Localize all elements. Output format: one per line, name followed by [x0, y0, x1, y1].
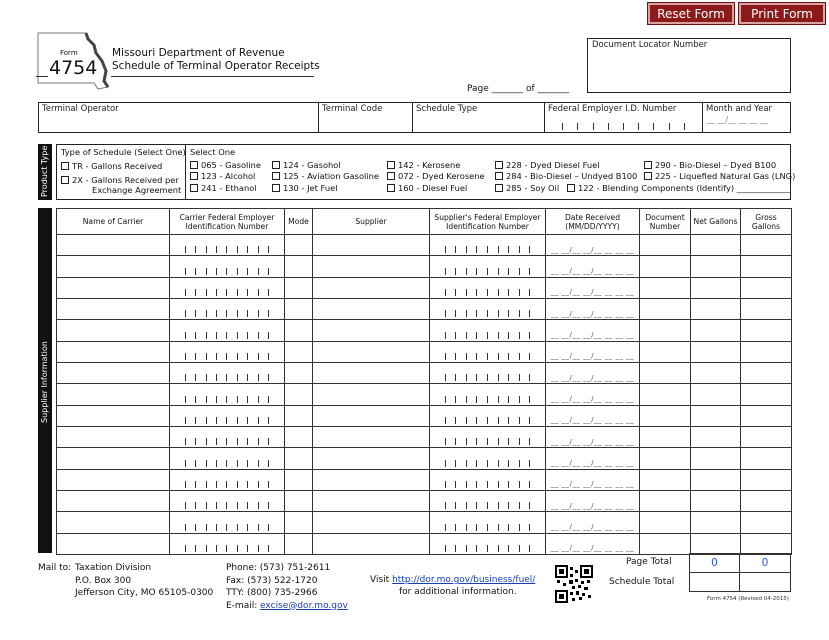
- gross-gallons-cell[interactable]: [741, 469, 792, 490]
- product-checkbox[interactable]: [387, 161, 395, 169]
- net-gallons-cell[interactable]: [691, 363, 741, 384]
- form-underline: [36, 76, 48, 77]
- col-date-received: Date Received (MM/DD/YYYY): [546, 209, 640, 235]
- carrier-fein-cell[interactable]: [170, 363, 285, 384]
- document-number-cell[interactable]: [640, 235, 691, 256]
- fein-digit-ticks: [430, 406, 545, 426]
- page-total-net-gallons[interactable]: 0: [689, 553, 740, 573]
- supplier-fein-cell[interactable]: [430, 448, 546, 469]
- address-line: P.O. Box 300: [75, 575, 132, 586]
- mode-cell[interactable]: [285, 277, 313, 298]
- product-checkbox[interactable]: [272, 161, 280, 169]
- fein-digit-ticks: [430, 534, 545, 554]
- product-checkbox[interactable]: [495, 184, 503, 192]
- document-number-cell[interactable]: [640, 448, 691, 469]
- schedule-total-label: Schedule Total: [609, 577, 675, 587]
- date-placeholder: __ __/__ __/__ __ __ __: [550, 416, 635, 425]
- mode-cell[interactable]: [285, 384, 313, 405]
- fein-digit-ticks: [170, 363, 284, 383]
- product-option[interactable]: 290 - Bio-Diesel – Dyed B100: [644, 160, 776, 170]
- date-placeholder: __ __/__ __/__ __ __ __: [550, 501, 635, 510]
- fein-digit-ticks: [170, 320, 284, 340]
- product-checkbox[interactable]: [495, 172, 503, 180]
- supplier-fein-cell[interactable]: [430, 299, 546, 320]
- net-gallons-cell[interactable]: [691, 533, 741, 554]
- gross-gallons-cell[interactable]: [741, 384, 792, 405]
- gross-gallons-cell[interactable]: [741, 299, 792, 320]
- date-placeholder: __ __/__ __/__ __ __ __: [550, 544, 635, 553]
- date-received-cell[interactable]: [546, 363, 640, 384]
- col-supplier: Supplier: [313, 209, 430, 235]
- supplier-cell[interactable]: [313, 363, 430, 384]
- carrier-name-cell[interactable]: [57, 491, 170, 512]
- product-option[interactable]: 122 - Blending Components (Identify) _____________: [567, 183, 791, 193]
- fein-digit-ticks: [430, 278, 545, 298]
- supplier-cell[interactable]: [313, 469, 430, 490]
- date-received-cell[interactable]: [546, 256, 640, 277]
- fein-digit-ticks: [430, 427, 545, 447]
- supplier-cell[interactable]: [313, 277, 430, 298]
- col-mode: Mode: [285, 209, 313, 235]
- carrier-name-cell[interactable]: [57, 384, 170, 405]
- terminal-operator-field[interactable]: [38, 102, 319, 133]
- qr-code-icon: [555, 565, 593, 603]
- date-received-cell[interactable]: [546, 533, 640, 554]
- supplier-cell[interactable]: [313, 341, 430, 362]
- carrier-fein-cell[interactable]: [170, 341, 285, 362]
- title-underline: [111, 76, 314, 77]
- supplier-fein-cell[interactable]: [430, 512, 546, 533]
- address-line: Taxation Division: [75, 563, 152, 573]
- mode-cell[interactable]: [285, 256, 313, 277]
- net-gallons-cell[interactable]: [691, 427, 741, 448]
- supplier-fein-cell[interactable]: [430, 405, 546, 426]
- tty: TTY: (800) 735-2966: [226, 588, 318, 598]
- product-checkbox[interactable]: [567, 184, 575, 192]
- supplier-fein-cell[interactable]: [430, 469, 546, 490]
- fein-digit-ticks: [430, 491, 545, 511]
- supplier-row: [57, 512, 792, 533]
- mode-cell[interactable]: [285, 299, 313, 320]
- schedule-2x-option[interactable]: 2X - Gallons Received per: [61, 175, 179, 185]
- date-received-cell[interactable]: [546, 320, 640, 341]
- carrier-fein-cell[interactable]: [170, 405, 285, 426]
- carrier-fein-cell[interactable]: [170, 427, 285, 448]
- date-received-cell[interactable]: [546, 384, 640, 405]
- supplier-cell[interactable]: [313, 427, 430, 448]
- date-received-cell[interactable]: [546, 299, 640, 320]
- form-title: Schedule of Terminal Operator Receipts: [112, 60, 320, 72]
- supplier-fein-cell[interactable]: [430, 320, 546, 341]
- carrier-fein-cell[interactable]: [170, 256, 285, 277]
- col-net-gallons: Net Gallons: [691, 209, 741, 235]
- supplier-table: [56, 208, 792, 555]
- mode-cell[interactable]: [285, 320, 313, 341]
- mailing-address: [75, 562, 213, 600]
- carrier-name-cell[interactable]: [57, 512, 170, 533]
- mode-cell[interactable]: [285, 427, 313, 448]
- gross-gallons-cell[interactable]: [741, 256, 792, 277]
- product-option[interactable]: 065 - Gasoline: [190, 160, 261, 170]
- fein-digit-ticks: [170, 235, 284, 255]
- select-one-heading: Select One: [190, 147, 236, 157]
- fein-digit-ticks: [430, 235, 545, 255]
- document-number-cell[interactable]: [640, 512, 691, 533]
- product-checkbox[interactable]: [644, 161, 652, 169]
- supplier-fein-cell[interactable]: [430, 363, 546, 384]
- carrier-fein-cell[interactable]: [170, 469, 285, 490]
- visit-line: Visit http://dor.mo.gov/business/fuel/: [370, 575, 536, 585]
- supplier-row: [57, 341, 792, 362]
- gross-gallons-cell[interactable]: [741, 320, 792, 341]
- product-option[interactable]: 285 - Soy Oil: [495, 183, 559, 193]
- supplier-information-side-label: Supplier Information: [38, 208, 52, 553]
- gross-gallons-cell[interactable]: [741, 448, 792, 469]
- net-gallons-cell[interactable]: [691, 405, 741, 426]
- mode-cell[interactable]: [285, 469, 313, 490]
- schedule-total-net-gallons[interactable]: [689, 572, 740, 592]
- net-gallons-cell[interactable]: [691, 384, 741, 405]
- mode-cell[interactable]: [285, 512, 313, 533]
- document-number-cell[interactable]: [640, 341, 691, 362]
- document-number-cell[interactable]: [640, 405, 691, 426]
- supplier-cell[interactable]: [313, 491, 430, 512]
- document-number-cell[interactable]: [640, 469, 691, 490]
- col-gross-gallons: Gross Gallons: [741, 209, 792, 235]
- carrier-name-cell[interactable]: [57, 277, 170, 298]
- carrier-name-cell[interactable]: [57, 363, 170, 384]
- product-option[interactable]: 225 - Liquefied Natural Gas (LNG): [644, 171, 795, 181]
- schedule-2x-checkbox[interactable]: [61, 176, 69, 184]
- terminal-operator-label: Terminal Operator: [42, 104, 119, 114]
- fein-digit-ticks: [170, 256, 284, 276]
- supplier-cell[interactable]: [313, 533, 430, 554]
- product-checkbox[interactable]: [495, 161, 503, 169]
- net-gallons-cell[interactable]: [691, 277, 741, 298]
- terminal-code-field[interactable]: [318, 102, 413, 133]
- product-checkbox[interactable]: [272, 184, 280, 192]
- document-number-cell[interactable]: [640, 277, 691, 298]
- product-checkbox[interactable]: [190, 172, 198, 180]
- supplier-row: [57, 384, 792, 405]
- date-received-cell[interactable]: [546, 512, 640, 533]
- product-option[interactable]: 241 - Ethanol: [190, 183, 257, 193]
- fein-digit-ticks: [430, 470, 545, 490]
- supplier-fein-cell[interactable]: [430, 533, 546, 554]
- phone: Phone: (573) 751-2611: [226, 563, 331, 573]
- net-gallons-cell[interactable]: [691, 491, 741, 512]
- carrier-fein-cell[interactable]: [170, 384, 285, 405]
- contact-info: [226, 562, 348, 612]
- carrier-fein-cell[interactable]: [170, 277, 285, 298]
- page-of-field[interactable]: Page _______ of _______: [467, 84, 570, 94]
- product-option[interactable]: 160 - Diesel Fuel: [387, 183, 467, 193]
- date-received-cell[interactable]: [546, 277, 640, 298]
- date-received-cell[interactable]: [546, 341, 640, 362]
- net-gallons-cell[interactable]: [691, 299, 741, 320]
- document-number-cell[interactable]: [640, 491, 691, 512]
- carrier-name-cell[interactable]: [57, 405, 170, 426]
- date-received-cell[interactable]: [546, 235, 640, 256]
- carrier-name-cell[interactable]: [57, 469, 170, 490]
- col-carrier-fein: Carrier Federal Employer Identification Number: [170, 209, 285, 235]
- date-placeholder: __ __/__ __/__ __ __ __: [550, 373, 635, 382]
- supplier-fein-cell[interactable]: [430, 427, 546, 448]
- supplier-fein-cell[interactable]: [430, 491, 546, 512]
- supplier-row: [57, 405, 792, 426]
- page-total-gross-gallons[interactable]: 0: [739, 553, 791, 573]
- date-placeholder: __ __/__ __/__ __ __ __: [550, 288, 635, 297]
- carrier-name-cell[interactable]: [57, 533, 170, 554]
- carrier-fein-cell[interactable]: [170, 491, 285, 512]
- carrier-fein-cell[interactable]: [170, 448, 285, 469]
- product-option[interactable]: 123 - Alcohol: [190, 171, 255, 181]
- mode-cell[interactable]: [285, 235, 313, 256]
- net-gallons-cell[interactable]: [691, 256, 741, 277]
- fein-digit-ticks: [170, 491, 284, 511]
- date-placeholder: __ __/__ __/__ __ __ __: [550, 245, 635, 254]
- product-checkbox[interactable]: [387, 184, 395, 192]
- carrier-name-cell[interactable]: [57, 448, 170, 469]
- schedule-tr-option[interactable]: TR - Gallons Received: [61, 161, 162, 171]
- mode-cell[interactable]: [285, 448, 313, 469]
- net-gallons-cell[interactable]: [691, 235, 741, 256]
- supplier-cell[interactable]: [313, 320, 430, 341]
- fein-digit-ticks: [430, 384, 545, 404]
- product-option[interactable]: 072 - Dyed Kerosene: [387, 171, 485, 181]
- fein-field[interactable]: [544, 102, 703, 133]
- carrier-name-cell[interactable]: [57, 256, 170, 277]
- fein-digit-ticks: [170, 427, 284, 447]
- fein-digit-ticks: [170, 534, 284, 554]
- fein-digit-ticks: [430, 512, 545, 532]
- supplier-row: [57, 277, 792, 298]
- net-gallons-cell[interactable]: [691, 448, 741, 469]
- supplier-cell[interactable]: [313, 256, 430, 277]
- form-number: 4754: [49, 57, 98, 79]
- document-number-cell[interactable]: [640, 256, 691, 277]
- print-form-button[interactable]: Print Form: [739, 3, 825, 24]
- mode-cell[interactable]: [285, 341, 313, 362]
- gross-gallons-cell[interactable]: [741, 491, 792, 512]
- fein-digit-ticks: [170, 384, 284, 404]
- supplier-row: [57, 469, 792, 490]
- carrier-name-cell[interactable]: [57, 299, 170, 320]
- carrier-fein-cell[interactable]: [170, 533, 285, 554]
- gross-gallons-cell[interactable]: [741, 405, 792, 426]
- supplier-fein-cell[interactable]: [430, 277, 546, 298]
- net-gallons-cell[interactable]: [691, 341, 741, 362]
- carrier-name-cell[interactable]: [57, 320, 170, 341]
- mode-cell[interactable]: [285, 405, 313, 426]
- email-link[interactable]: excise@dor.mo.gov: [260, 600, 348, 611]
- net-gallons-cell[interactable]: [691, 469, 741, 490]
- gross-gallons-cell[interactable]: [741, 427, 792, 448]
- date-received-cell[interactable]: [546, 491, 640, 512]
- supplier-row: [57, 427, 792, 448]
- schedule-type-label: Schedule Type: [416, 104, 478, 114]
- fein-digit-ticks: [170, 278, 284, 298]
- gross-gallons-cell[interactable]: [741, 341, 792, 362]
- product-option[interactable]: 130 - Jet Fuel: [272, 183, 338, 193]
- fein-digit-ticks: [430, 342, 545, 362]
- gross-gallons-cell[interactable]: [741, 277, 792, 298]
- supplier-cell[interactable]: [313, 384, 430, 405]
- date-placeholder: __ __/__ __/__ __ __ __: [550, 395, 635, 404]
- col-document-number: Document Number: [640, 209, 691, 235]
- gross-gallons-cell[interactable]: [741, 235, 792, 256]
- address-line: Jefferson City, MO 65105-0300: [75, 588, 214, 598]
- page-total-label: Page Total: [626, 557, 672, 567]
- fein-digit-ticks: [430, 448, 545, 468]
- terminal-code-label: Terminal Code: [322, 104, 383, 114]
- fein-digit-ticks: [170, 342, 284, 362]
- carrier-name-cell[interactable]: [57, 341, 170, 362]
- date-placeholder: __ __/__ __/__ __ __ __: [550, 352, 635, 361]
- product-option[interactable]: 284 - Bio-Diesel – Undyed B100: [495, 171, 637, 181]
- supplier-row: [57, 491, 792, 512]
- fein-digit-ticks: [430, 363, 545, 383]
- month-year-field[interactable]: [702, 102, 791, 133]
- fein-digit-ticks: [430, 320, 545, 340]
- document-locator-box[interactable]: [587, 38, 791, 93]
- document-number-cell[interactable]: [640, 320, 691, 341]
- date-received-cell[interactable]: [546, 427, 640, 448]
- schedule-type-field[interactable]: [412, 102, 545, 133]
- product-checkbox[interactable]: [272, 172, 280, 180]
- supplier-fein-cell[interactable]: [430, 256, 546, 277]
- supplier-row: [57, 256, 792, 277]
- schedule-2x-label-line2: Exchange Agreement: [92, 185, 182, 195]
- mail-to-label: Mail to:: [38, 563, 72, 573]
- gross-gallons-cell[interactable]: [741, 363, 792, 384]
- gross-gallons-cell[interactable]: [741, 512, 792, 533]
- supplier-row: [57, 448, 792, 469]
- schedule-type-heading: Type of Schedule (Select One): [61, 147, 186, 157]
- product-option[interactable]: 228 - Dyed Diesel Fuel: [495, 160, 600, 170]
- supplier-row: [57, 363, 792, 384]
- mode-cell[interactable]: [285, 533, 313, 554]
- supplier-cell[interactable]: [313, 405, 430, 426]
- date-placeholder: __ __/__ __/__ __ __ __: [550, 309, 635, 318]
- carrier-fein-cell[interactable]: [170, 299, 285, 320]
- product-option[interactable]: 125 - Aviation Gasoline: [272, 171, 379, 181]
- supplier-cell[interactable]: [313, 448, 430, 469]
- product-checkbox[interactable]: [190, 161, 198, 169]
- fein-digit-ticks: [170, 299, 284, 319]
- carrier-name-cell[interactable]: [57, 427, 170, 448]
- mode-cell[interactable]: [285, 491, 313, 512]
- date-placeholder: __ __/__ __/__ __ __ __: [550, 331, 635, 340]
- agency-name: Missouri Department of Revenue: [112, 47, 285, 59]
- supplier-fein-cell[interactable]: [430, 384, 546, 405]
- fein-digit-ticks: [170, 406, 284, 426]
- document-number-cell[interactable]: [640, 384, 691, 405]
- date-received-cell[interactable]: [546, 448, 640, 469]
- col-supplier-fein: Supplier's Federal Employer Identification Number: [430, 209, 546, 235]
- document-number-cell[interactable]: [640, 363, 691, 384]
- product-option[interactable]: 124 - Gasohol: [272, 160, 341, 170]
- carrier-fein-cell[interactable]: [170, 512, 285, 533]
- supplier-fein-cell[interactable]: [430, 341, 546, 362]
- fein-digit-ticks: [545, 120, 702, 132]
- date-placeholder: __ __/__ __/__ __ __ __: [550, 437, 635, 446]
- form-label: Form: [60, 49, 78, 57]
- supplier-row: [57, 320, 792, 341]
- fein-label: Federal Employer I.D. Number: [548, 104, 677, 114]
- document-number-cell[interactable]: [640, 533, 691, 554]
- email-row: E-mail: excise@dor.mo.gov: [226, 600, 348, 611]
- document-number-cell[interactable]: [640, 299, 691, 320]
- product-type-box: [56, 144, 796, 200]
- supplier-row: [57, 533, 792, 554]
- col-carrier-name: Name of Carrier: [57, 209, 170, 235]
- supplier-cell[interactable]: [313, 299, 430, 320]
- fein-digit-ticks: [430, 256, 545, 276]
- visit-after: for additional information.: [399, 587, 517, 597]
- document-locator-label: Document Locator Number: [592, 40, 708, 50]
- schedule-total-gross-gallons[interactable]: [739, 572, 791, 592]
- mode-cell[interactable]: [285, 363, 313, 384]
- supplier-row: [57, 235, 792, 256]
- reset-form-button[interactable]: Reset Form: [648, 3, 734, 24]
- carrier-fein-cell[interactable]: [170, 320, 285, 341]
- fein-digit-ticks: [170, 512, 284, 532]
- product-option[interactable]: 142 - Kerosene: [387, 160, 460, 170]
- schedule-tr-checkbox[interactable]: [61, 162, 69, 170]
- supplier-fein-cell[interactable]: [430, 235, 546, 256]
- product-type-side-label: Product Type: [38, 144, 52, 200]
- net-gallons-cell[interactable]: [691, 320, 741, 341]
- fuel-url-link[interactable]: http://dor.mo.gov/business/fuel/: [392, 575, 536, 585]
- date-received-cell[interactable]: [546, 405, 640, 426]
- carrier-fein-cell[interactable]: [170, 235, 285, 256]
- net-gallons-cell[interactable]: [691, 512, 741, 533]
- revision-note: Form 4754 (Revised 04-2015): [707, 596, 789, 602]
- product-checkbox[interactable]: [190, 184, 198, 192]
- date-placeholder: __ __/__ __/__ __ __ __: [550, 459, 635, 468]
- product-checkbox[interactable]: [387, 172, 395, 180]
- fein-digit-ticks: [170, 470, 284, 490]
- supplier-cell[interactable]: [313, 512, 430, 533]
- supplier-cell[interactable]: [313, 235, 430, 256]
- document-number-cell[interactable]: [640, 427, 691, 448]
- date-received-cell[interactable]: [546, 469, 640, 490]
- carrier-name-cell[interactable]: [57, 235, 170, 256]
- month-year-label: Month and Year: [706, 104, 773, 114]
- gross-gallons-cell[interactable]: [741, 533, 792, 554]
- fein-digit-ticks: [430, 299, 545, 319]
- supplier-row: [57, 299, 792, 320]
- date-placeholder: __ __/__ __/__ __ __ __: [550, 523, 635, 532]
- product-type-divider: [185, 145, 186, 199]
- date-placeholder: __ __/__ __/__ __ __ __: [550, 480, 635, 489]
- date-placeholder: __ __/__ __/__ __ __ __: [550, 267, 635, 276]
- product-checkbox[interactable]: [644, 172, 652, 180]
- fein-digit-ticks: [170, 448, 284, 468]
- fax: Fax: (573) 522-1720: [226, 575, 318, 586]
- month-year-placeholder: __ __/__ __ __ __: [707, 115, 768, 124]
